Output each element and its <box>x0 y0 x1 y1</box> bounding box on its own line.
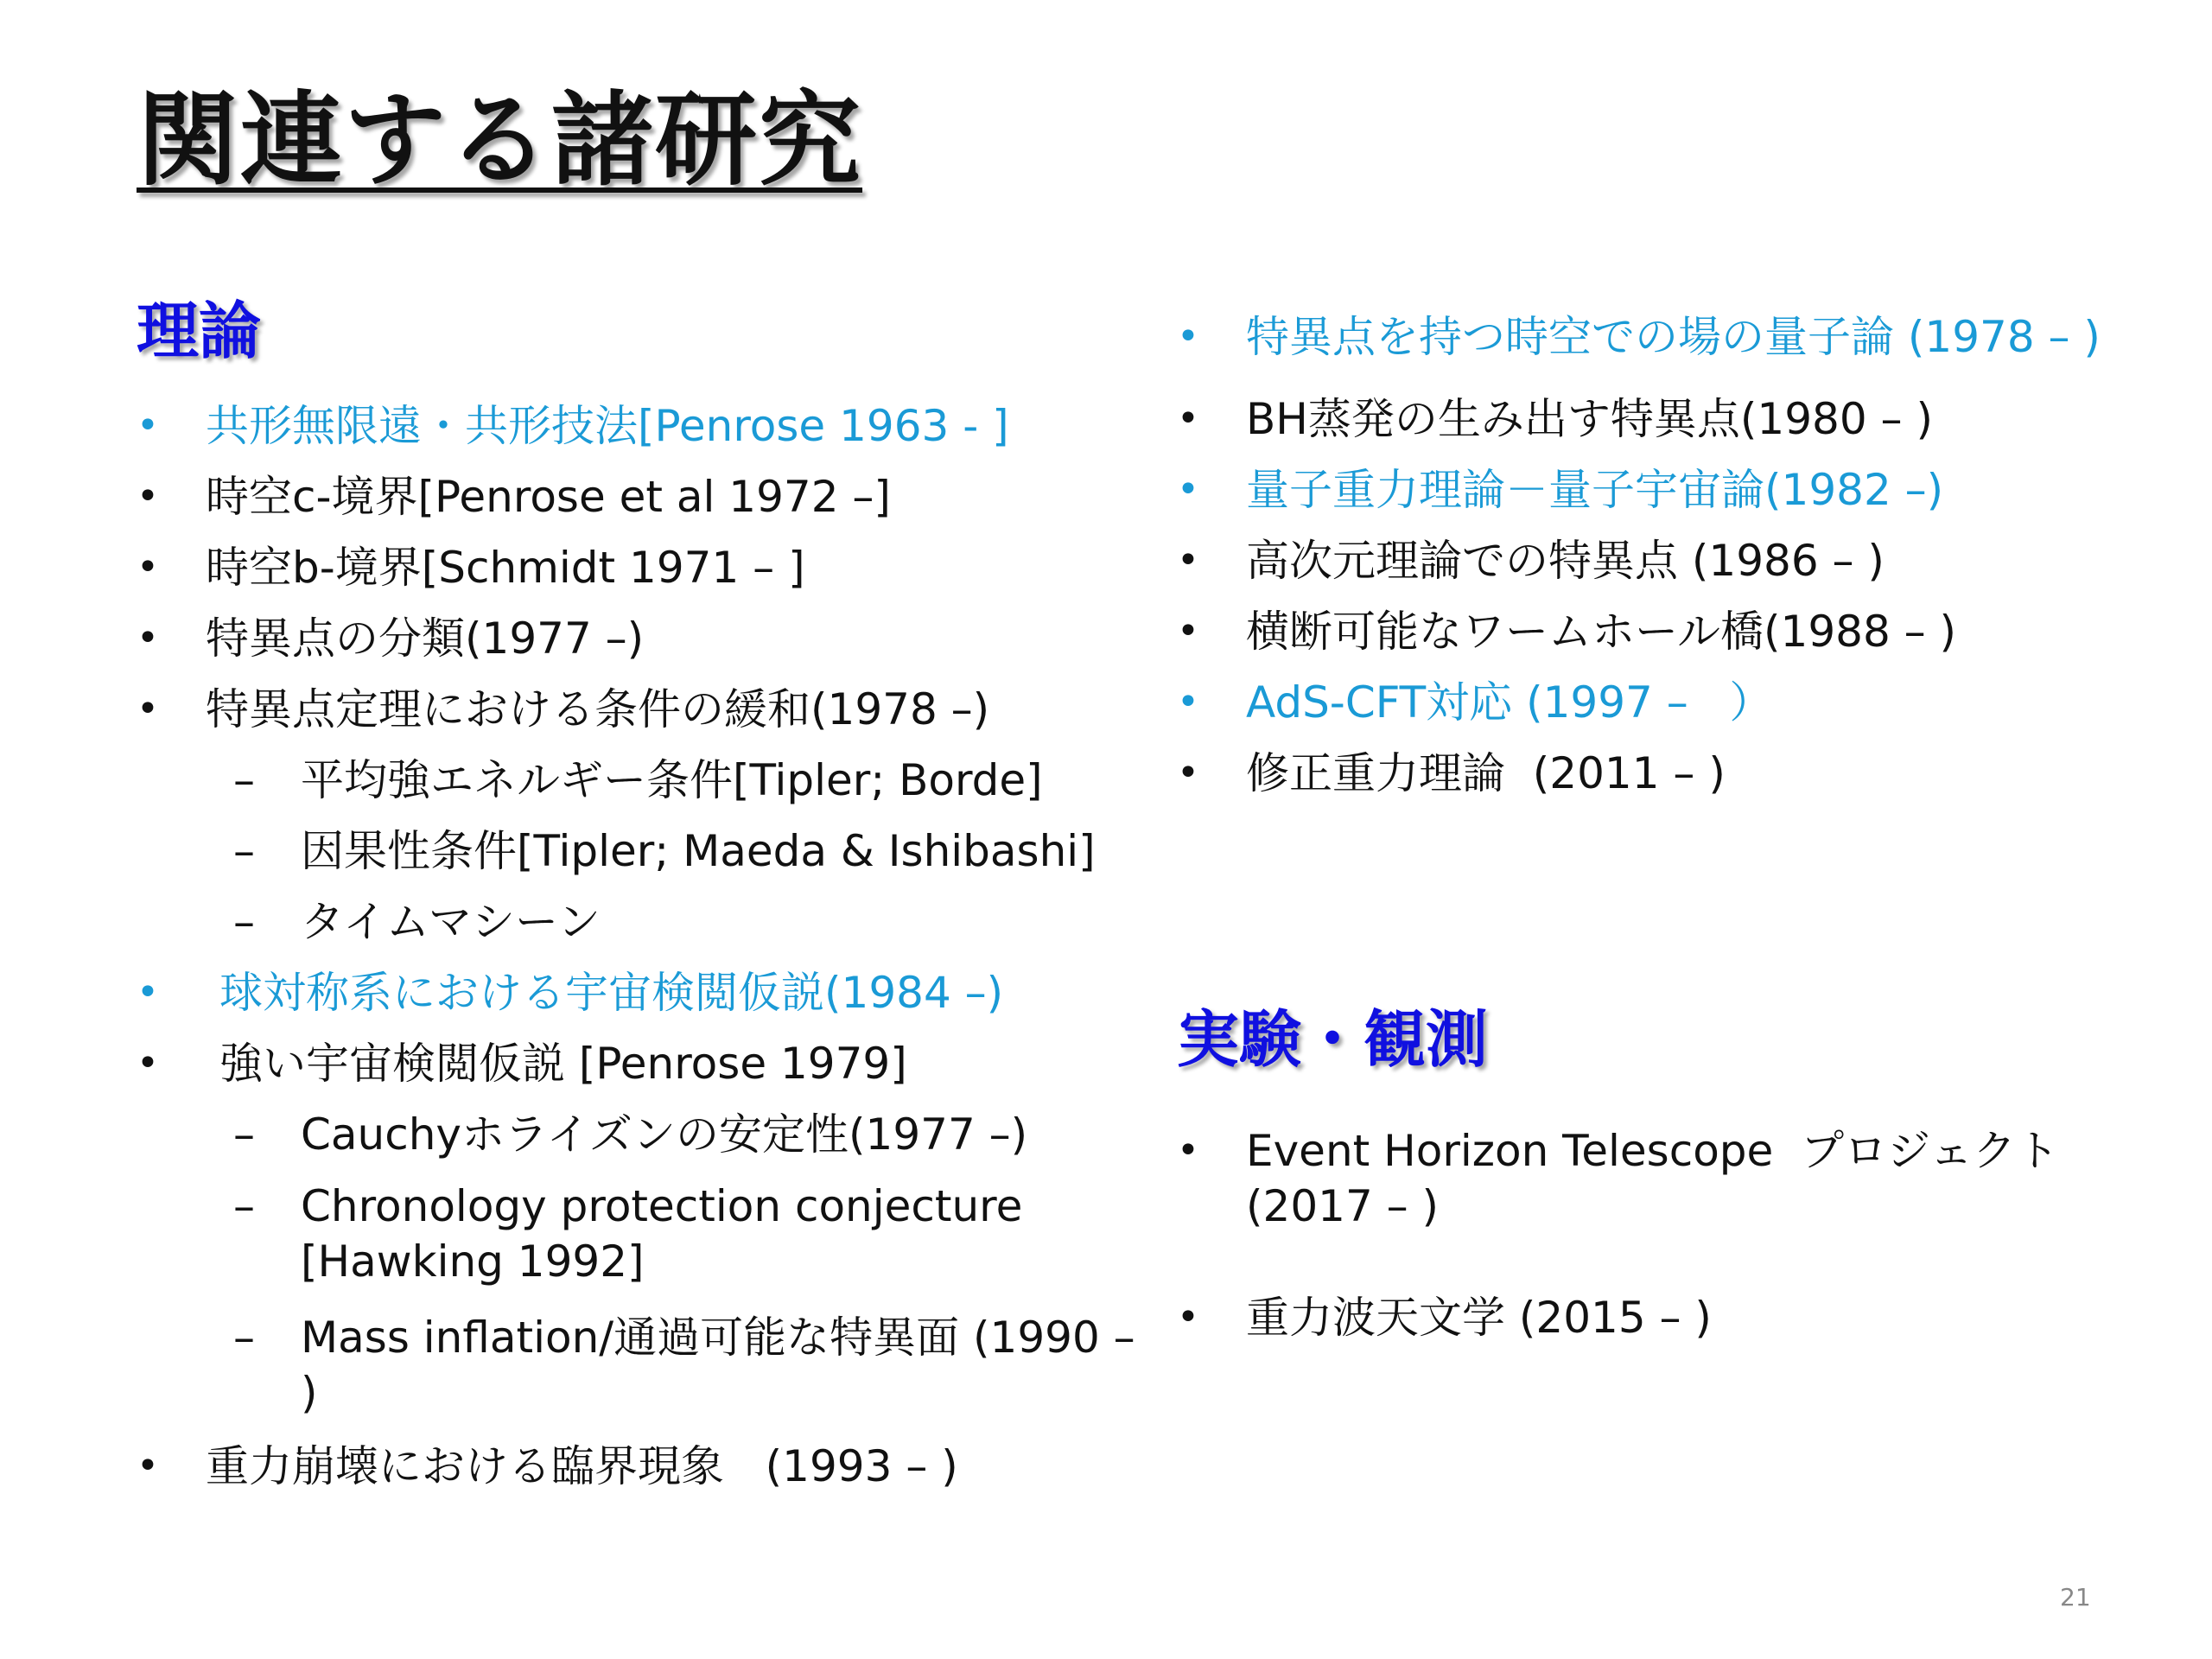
list-item-text: 高次元理論での特異点 (1986 – ) <box>1246 536 1885 586</box>
list-item-text: Cauchyホライズンの安定性(1977 –) <box>301 1109 1028 1160</box>
bullet-marker: • <box>137 1041 159 1085</box>
bullet-marker: • <box>137 474 159 518</box>
list-item-text: 球対称系における宇宙検閲仮説(1984 –) <box>219 968 1004 1018</box>
sub-list-item <box>137 1300 1156 1431</box>
dash-marker: – <box>233 1181 255 1231</box>
sub-list-item <box>137 816 1156 887</box>
list-item-text: タイムマシーン <box>301 897 601 947</box>
list-item-text: Mass inflation/通過可能な特異面 (1990 – ) <box>301 1313 1135 1418</box>
list-item <box>1177 667 2136 738</box>
bullet-marker: • <box>1177 751 1199 795</box>
list-item <box>1177 309 2188 384</box>
list-item-text: Event Horizon Telescope プロジェクト (2017 – ) <box>1246 1126 2073 1231</box>
list-item-text: 強い宇宙検閲仮説 [Penrose 1979] <box>219 1039 907 1089</box>
list-item <box>1177 454 2136 525</box>
list-item-text: 因果性条件[Tipler; Maeda & Ishibashi] <box>301 826 1096 876</box>
theory-list-continued <box>1177 309 2136 809</box>
list-item <box>1177 384 2136 454</box>
list-item-text: 時空b-境界[Schmidt 1971 – ] <box>206 543 805 593</box>
list-item-text: 特異点定理における条件の緩和(1978 –) <box>206 684 990 734</box>
slide-title: 関連する諸研究 <box>137 80 863 200</box>
bullet-marker: • <box>137 616 159 660</box>
list-item-text: 修正重力理論 (2011 – ) <box>1246 748 1726 798</box>
list-item <box>137 674 1156 745</box>
bullet-marker: • <box>137 970 159 1014</box>
list-item <box>1177 596 2136 667</box>
list-item-text: 横断可能なワームホール橋(1988 – ) <box>1246 607 1957 657</box>
bullet-marker: • <box>137 687 159 731</box>
bullet-marker: • <box>1177 538 1199 582</box>
list-item-text: BH蒸発の生み出す特異点(1980 – ) <box>1246 394 1933 444</box>
theory-heading: 理論 <box>137 295 262 367</box>
list-item-text: 平均強エネルギー条件[Tipler; Borde] <box>301 755 1043 805</box>
list-item-text: 重力波天文学 (2015 – ) <box>1246 1293 1712 1343</box>
bullet-marker: • <box>1177 467 1199 512</box>
list-item-text: 時空c-境界[Penrose et al 1972 –] <box>206 472 891 522</box>
list-item-text: AdS-CFT対応 (1997 – ） <box>1246 677 1773 728</box>
list-item <box>137 461 1156 532</box>
list-item-text: 量子重力理論－量子宇宙論(1982 –) <box>1246 465 1944 515</box>
sub-list-item <box>137 1099 1156 1170</box>
dash-marker: – <box>233 1313 255 1363</box>
page-number: 21 <box>2060 1583 2091 1611</box>
sub-list-item <box>137 745 1156 816</box>
list-item <box>137 1028 1156 1099</box>
sub-list-item <box>137 887 1156 957</box>
observation-list <box>1177 1123 2136 1353</box>
list-item <box>1177 1123 2188 1234</box>
bullet-marker: • <box>1177 315 1199 359</box>
bullet-marker: • <box>1177 397 1199 441</box>
bullet-marker: • <box>137 1444 159 1488</box>
dash-marker: – <box>233 1109 255 1160</box>
bullet-marker: • <box>1177 1295 1199 1339</box>
list-item-text: 共形無限遠・共形技法[Penrose 1963 - ] <box>206 401 1009 451</box>
list-item <box>137 957 1156 1028</box>
bullet-marker: • <box>1177 609 1199 653</box>
dash-marker: – <box>233 826 255 876</box>
bullet-marker: • <box>137 545 159 589</box>
list-item <box>1177 525 2136 596</box>
dash-marker: – <box>233 755 255 805</box>
list-item <box>137 391 1156 461</box>
list-item-text: 重力崩壊における臨界現象 (1993 – ) <box>206 1441 958 1491</box>
theory-list <box>137 391 1156 1502</box>
bullet-marker: • <box>1177 680 1199 724</box>
dash-marker: – <box>233 897 255 947</box>
list-item <box>137 603 1156 674</box>
bullet-marker: • <box>1177 1128 1199 1173</box>
bullet-marker: • <box>137 404 159 448</box>
list-item-text: Chronology protection conjecture [Hawking 1992] <box>301 1181 1023 1287</box>
list-item <box>1177 1282 2136 1353</box>
list-item-text: 特異点の分類(1977 –) <box>206 613 645 664</box>
list-item-text: 特異点を持つ時空での場の量子論 (1978 – ) <box>1246 312 2101 362</box>
sub-list-item <box>137 1170 1156 1300</box>
list-item <box>137 532 1156 603</box>
list-item <box>1177 738 2136 809</box>
observation-heading: 実験・観測 <box>1177 1003 1489 1076</box>
list-item <box>137 1431 1156 1502</box>
